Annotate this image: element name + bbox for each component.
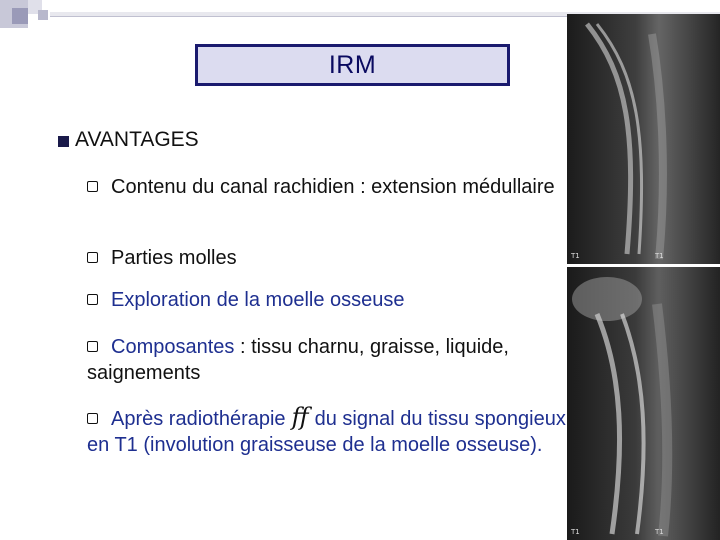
checkbox-bullet-icon — [87, 341, 98, 352]
checkbox-bullet-icon — [87, 294, 98, 305]
mri-spine-images — [567, 14, 720, 540]
list-item: Contenu du canal rachidien : extension médullaire — [87, 174, 567, 200]
checkbox-bullet-icon — [87, 181, 98, 192]
mri-label: T1 — [571, 528, 580, 536]
decrease-symbol-icon: ﬀ — [291, 403, 309, 431]
section-heading-text: AVANTAGES — [75, 128, 199, 151]
slide-title: IRM — [328, 50, 377, 79]
list-item: Exploration de la moelle osseuse — [87, 287, 567, 313]
slide-title-box — [195, 44, 510, 86]
mri-label: T1 — [655, 528, 664, 536]
list-item: Composantes : tissu charnu, graisse, liquide, saignements — [87, 336, 509, 384]
section-heading — [58, 128, 199, 152]
mri-label: T1 — [655, 252, 664, 260]
checkbox-bullet-icon — [87, 413, 98, 424]
list-item: Parties molles — [87, 245, 567, 271]
checkbox-bullet-icon — [87, 252, 98, 263]
mri-label: T1 — [571, 252, 580, 260]
list-item: Après radiothérapie ﬀ du signal du tissu spongieux en T1 (involution graisseuse de la moelle osseuse). — [87, 403, 566, 456]
square-bullet-icon — [58, 136, 69, 147]
